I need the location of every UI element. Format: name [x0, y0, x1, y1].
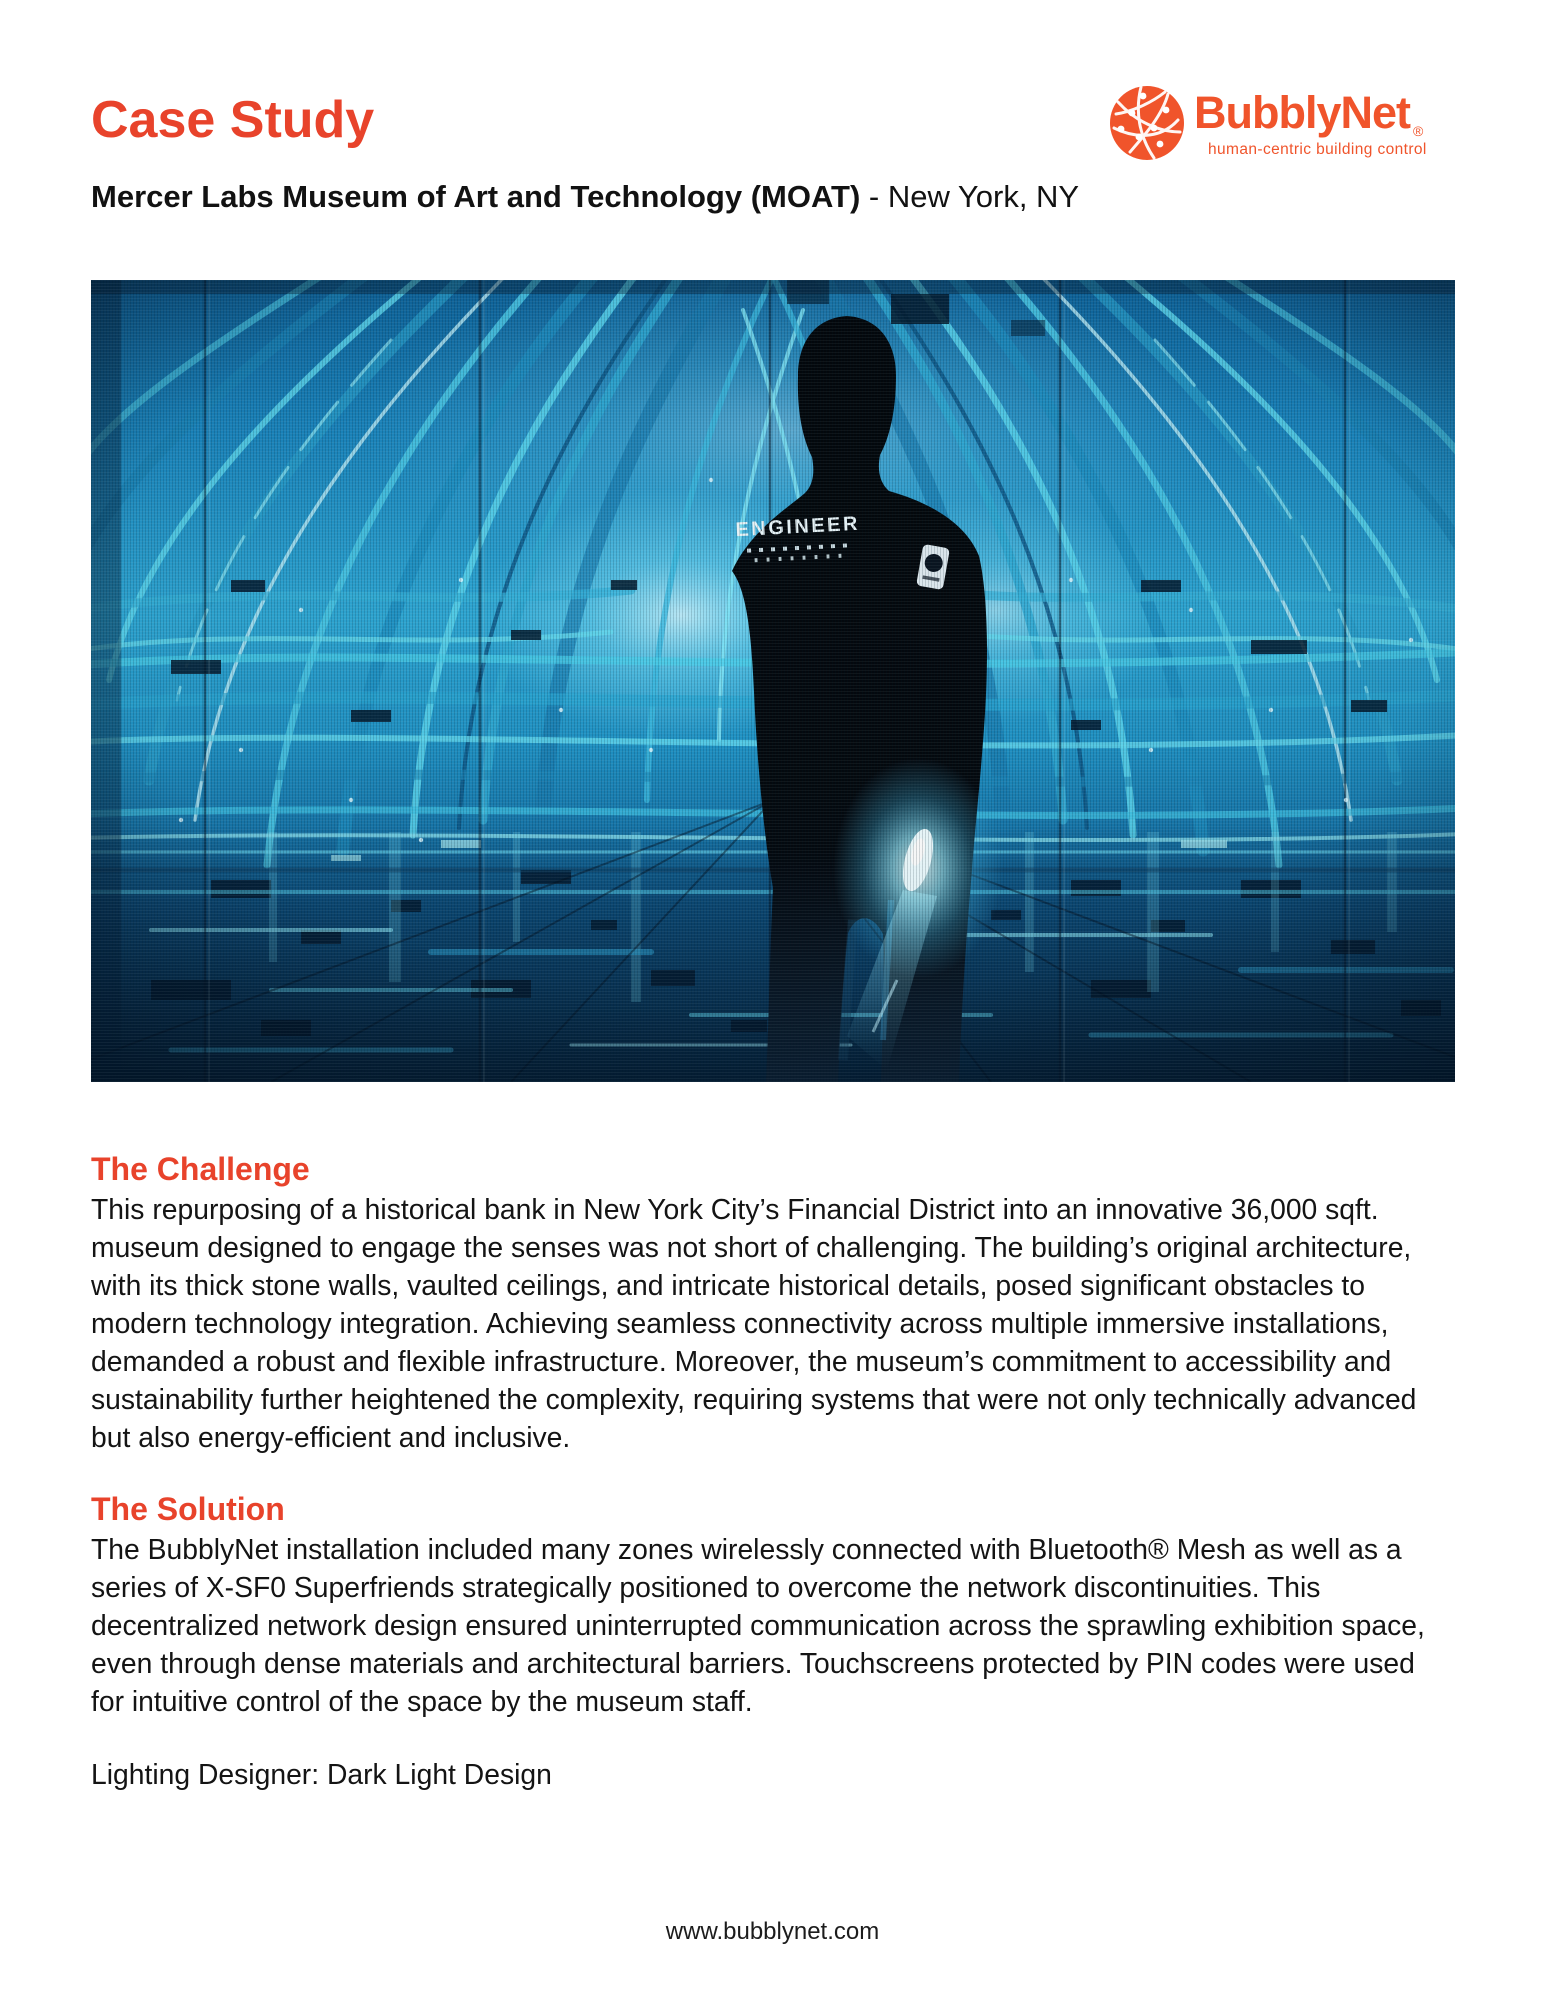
- logo-tagline: human-centric building control: [1208, 141, 1427, 158]
- network-globe-icon: [1108, 84, 1186, 162]
- hero-photo: [91, 280, 1455, 1082]
- section-heading-solution: The Solution: [91, 1491, 285, 1527]
- subtitle-project-name: Mercer Labs Museum of Art and Technology (MOAT): [91, 179, 861, 214]
- logo-text: [1194, 84, 1427, 159]
- logo-wordmark: [1194, 87, 1427, 139]
- lighting-designer-credit: Lighting Designer: Dark Light Design: [91, 1758, 552, 1790]
- hero-photo-illustration: [91, 280, 1455, 1082]
- footer-url-link[interactable]: www.bubblynet.com: [665, 1918, 880, 1945]
- subtitle-location: - New York, NY: [860, 179, 1080, 214]
- section-body-solution: The BubblyNet installation included many zones wirelessly connected with Bluetooth® Mesh as well as a series of X-SF0 Superfriends strategically positioned to overcome the network discontinuities. This decentralized network design ensured uninterrupted communication across the sprawling exhibition space, even through dense materials and architectural barriers. Touchscreens protected by PIN codes were used for intuitive control of the space by the museum staff.: [91, 1533, 1425, 1717]
- bubblynet-logo: [1108, 84, 1427, 162]
- section-heading-challenge: The Challenge: [91, 1151, 310, 1187]
- registered-trademark: ®: [1413, 123, 1424, 139]
- logo-wordmark-text: BubblyNet: [1194, 87, 1410, 138]
- document-subtitle: [91, 179, 1079, 215]
- page-title: Case Study: [91, 91, 375, 149]
- footer: [0, 1918, 1545, 1946]
- section-body-challenge: This repurposing of a historical bank in New York City’s Financial District into an innovative 36,000 sqft. museum designed to engage the senses was not short of challenging. The building’s original architecture, with its thick stone walls, vaulted ceilings, and intricate historical details, posed significant obstacles to modern technology integration. Achieving seamless connectivity across multiple immersive installations, demanded a robust and flexible infrastructure. Moreover, the museum’s commitment to accessibility and sustainability further heightened the complexity, requiring systems that were not only technically advanced but also energy-efficient and inclusive.: [91, 1193, 1417, 1453]
